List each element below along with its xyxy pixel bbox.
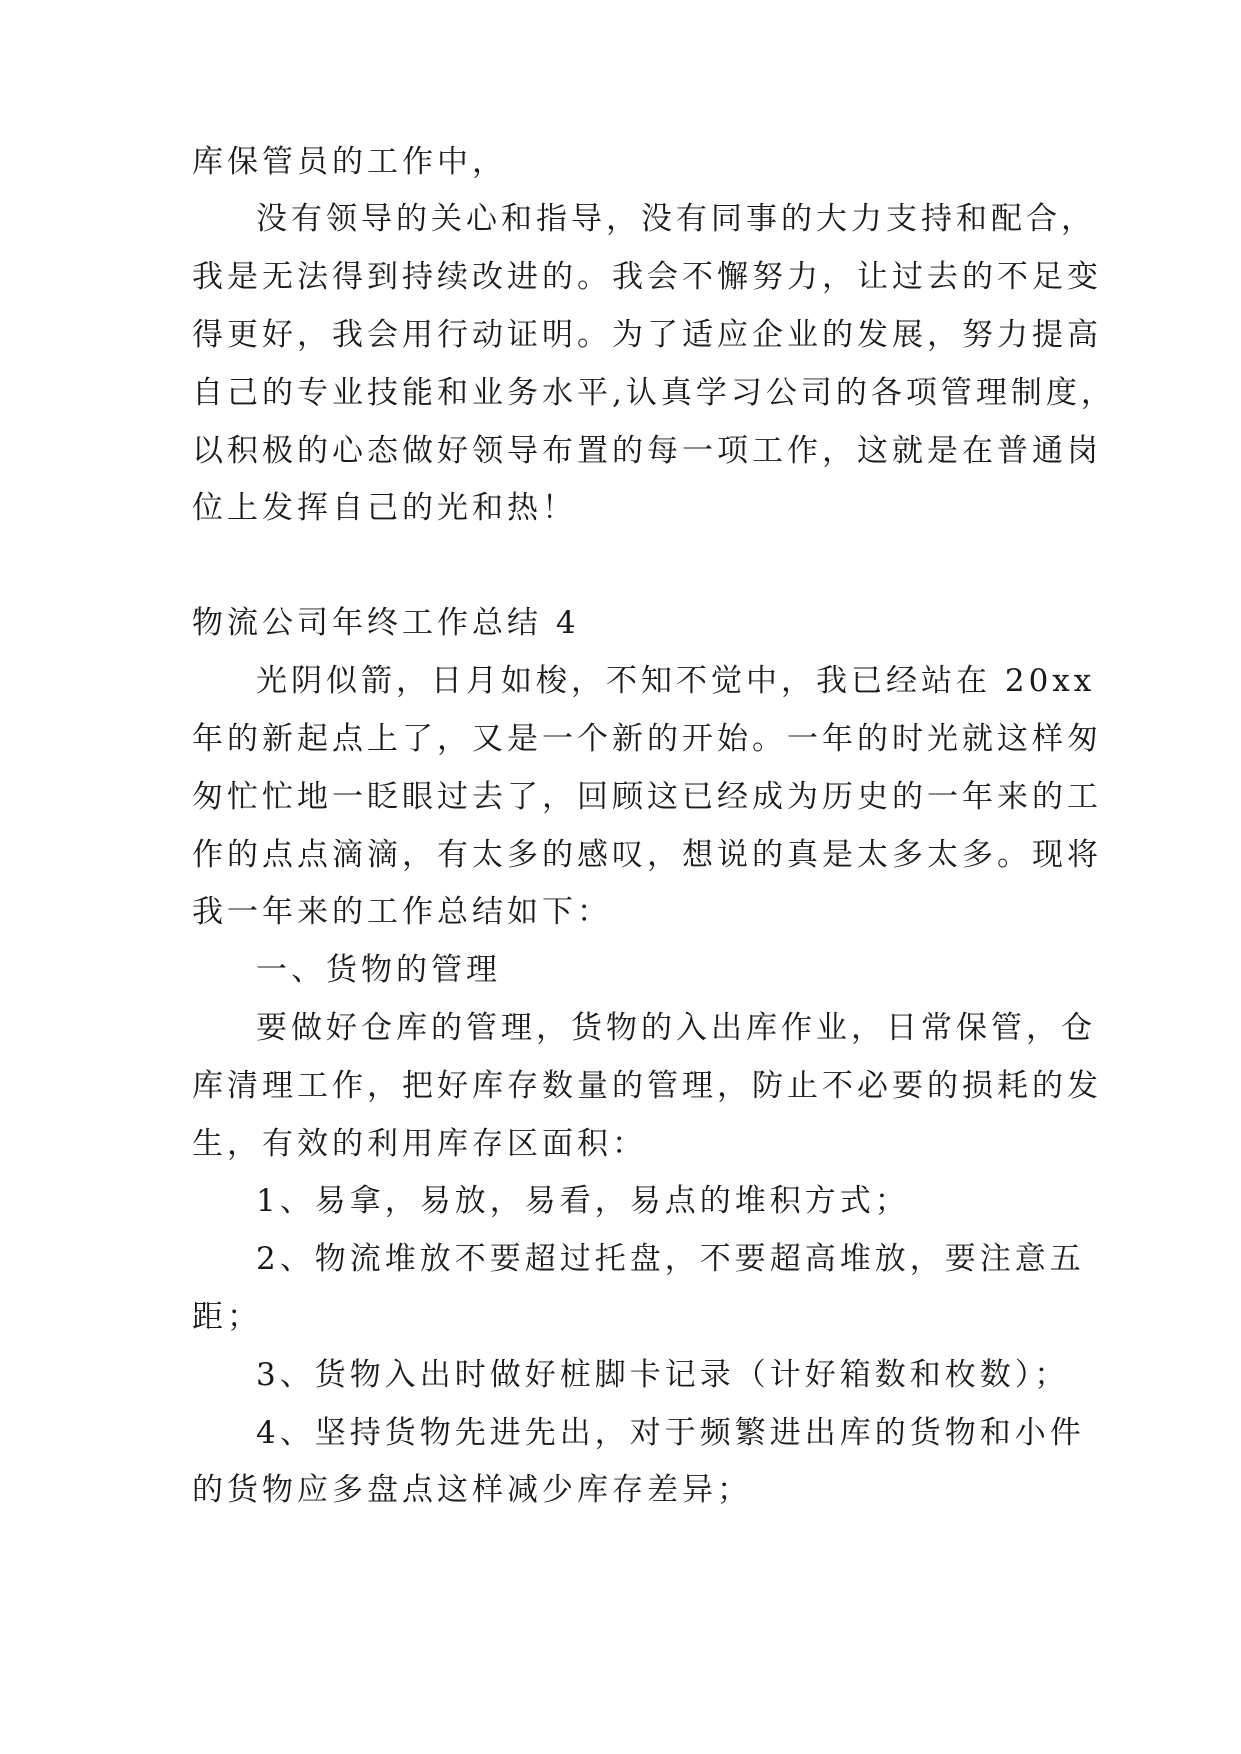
text-line: 距； (192, 1299, 262, 1335)
text-line: 自己的专业技能和业务水平,认真学习公司的各项管理制度， (192, 375, 1116, 411)
list-item: 4、坚持货物先进先出，对于频繁进出库的货物和小件 (256, 1415, 1085, 1451)
text-line: 作的点点滴滴，有太多的感叹，想说的真是太多太多。现将 (192, 837, 1102, 873)
section-heading: 物流公司年终工作总结 4 (192, 605, 580, 641)
list-item: 1、易拿，易放，易看，易点的堆积方式； (256, 1183, 910, 1219)
text-line: 生，有效的利用库存区面积： (192, 1126, 647, 1162)
text-line: 年的新起点上了，又是一个新的开始。一年的时光就这样匆 (192, 721, 1102, 757)
list-item: 2、物流堆放不要超过托盘，不要超高堆放，要注意五 (256, 1241, 1085, 1277)
text-line: 的货物应多盘点这样减少库存差异； (192, 1472, 752, 1508)
text-line: 我一年来的工作总结如下： (192, 894, 612, 930)
text-line: 匆忙忙地一眨眼过去了，回顾这已经成为历史的一年来的工 (192, 779, 1102, 815)
text-line: 库清理工作，把好库存数量的管理，防止不必要的损耗的发 (192, 1068, 1102, 1104)
text-line: 以积极的心态做好领导布置的每一项工作，这就是在普通岗 (192, 433, 1102, 469)
text-line: 光阴似箭，日月如梭，不知不觉中，我已经站在 20xx (256, 663, 1096, 699)
text-line: 要做好仓库的管理，货物的入出库作业，日常保管，仓 (256, 1010, 1096, 1046)
text-line: 我是无法得到持续改进的。我会不懈努力，让过去的不足变 (192, 259, 1102, 295)
text-line: 得更好，我会用行动证明。为了适应企业的发展，努力提高 (192, 317, 1102, 353)
text-line: 位上发挥自己的光和热！ (192, 490, 577, 526)
list-item: 3、货物入出时做好桩脚卡记录（计好箱数和枚数）； (256, 1357, 1070, 1393)
subheading: 一、货物的管理 (256, 952, 501, 988)
text-line: 库保管员的工作中， (192, 144, 507, 180)
text-line: 没有领导的关心和指导，没有同事的大力支持和配合， (256, 201, 1096, 237)
